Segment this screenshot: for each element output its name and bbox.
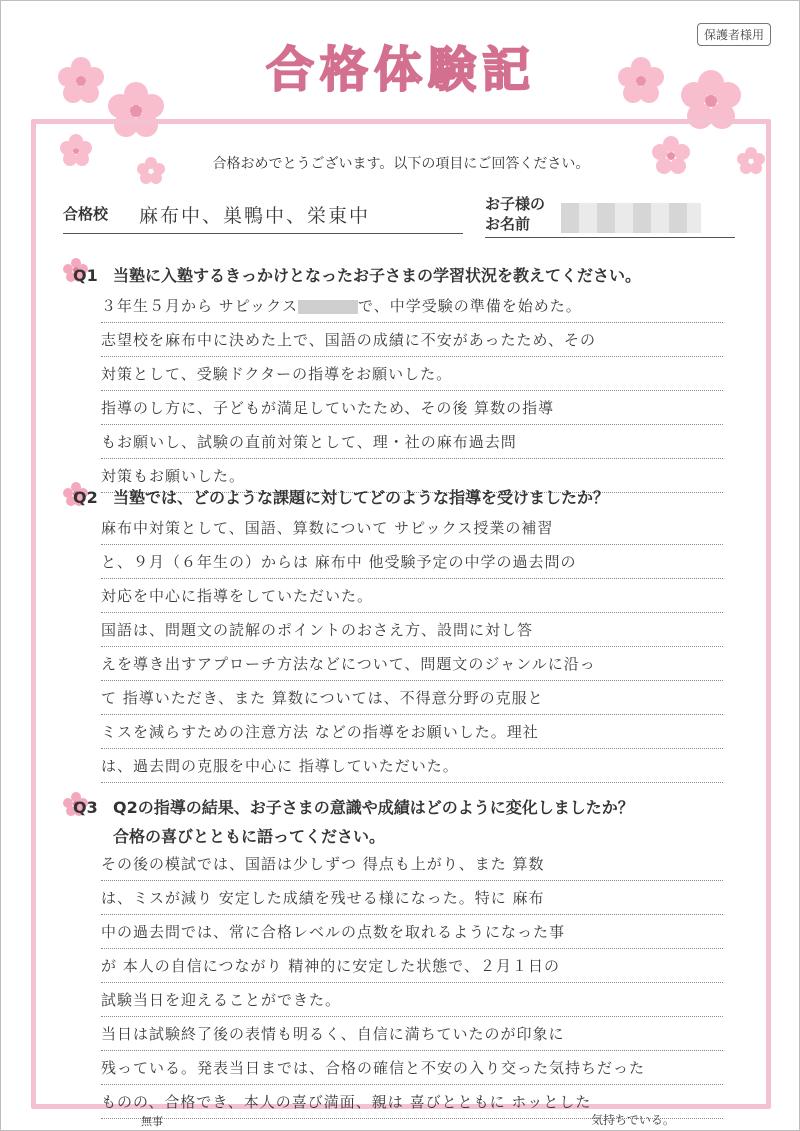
school-value: 麻布中、巣鴨中、栄東中 bbox=[139, 205, 371, 227]
q3-line-4: が 本人の自信につながり 精神的に安定した状態で、２月１日の bbox=[101, 949, 723, 983]
child-name-redacted bbox=[561, 203, 701, 233]
q1-number: Q1 bbox=[73, 266, 98, 285]
q3-heading bbox=[73, 795, 634, 847]
child-name-underline bbox=[485, 237, 735, 238]
q1-line-4: 指導のし方に、子どもが満足していたため、その後 算数の指導 bbox=[101, 391, 723, 425]
q2-line-4: 国語は、問題文の読解のポイントのおさえ方、設問に対し答 bbox=[101, 613, 723, 647]
child-name-label-line2: お名前 bbox=[485, 215, 531, 233]
q2-line-1: 麻布中対策として、国語、算数について サピックス授業の補習 bbox=[101, 511, 723, 545]
q3-line-6: 当日は試験終了後の表情も明るく、自信に満ちていたのが印象に bbox=[101, 1017, 723, 1051]
q2-line-8: は、過去問の克服を中心に 指導していただいた。 bbox=[101, 749, 723, 783]
q3-text: Q2の指導の結果、お子さまの意識や成績はどのように変化しましたか？ bbox=[113, 798, 634, 817]
q3-text-line2: 合格の喜びとともに語ってください。 bbox=[113, 827, 386, 846]
q1-line-6: 対策もお願いした。 bbox=[101, 459, 723, 493]
q3-line-3: 中の過去問では、常に合格レベルの点数を取れるようになった事 bbox=[101, 915, 723, 949]
q3-line-7: 残っている。発表当日までは、合格の確信と不安の入り交った気持ちだった bbox=[101, 1051, 723, 1085]
q2-text: 当塾では、どのような課題に対してどのような指導を受けましたか？ bbox=[113, 488, 610, 507]
intro-text: 合格おめでとうございます。以下の項目にご回答ください。 bbox=[212, 156, 590, 172]
q1-line-2: 志望校を麻布中に決めた上で、国語の成績に不安があったため、その bbox=[101, 323, 723, 357]
parent-use-badge: 保護者様用 bbox=[697, 23, 771, 46]
page-title: 合格体験記 bbox=[265, 42, 536, 98]
q2-line-5: えを導き出すアプローチ方法などについて、問題文のジャンルに沿っ bbox=[101, 647, 723, 681]
q3-answer bbox=[101, 847, 723, 1119]
q1-line-1-post: で、中学受験の準備を始めた。 bbox=[358, 297, 582, 315]
q3-line-2: は、ミスが減り 安定した成績を残せる様になった。特に 麻布 bbox=[101, 881, 723, 915]
redacted-block bbox=[298, 300, 358, 314]
q1-line-3: 対策として、受験ドクターの指導をお願いした。 bbox=[101, 357, 723, 391]
q3-line-1: その後の模試では、国語は少しずつ 得点も上がり、また 算数 bbox=[101, 847, 723, 881]
q2-line-7: ミスを減らすための注意方法 などの指導をお願いした。理社 bbox=[101, 715, 723, 749]
q2-heading bbox=[73, 485, 609, 508]
q1-heading bbox=[73, 263, 641, 286]
q2-answer bbox=[101, 511, 723, 783]
child-name-label-line1: お子様の bbox=[485, 195, 546, 213]
q1-answer bbox=[101, 289, 723, 493]
q3-number: Q3 bbox=[73, 798, 98, 817]
q2-number: Q2 bbox=[73, 488, 98, 507]
q2-line-3: 対応を中心に指導をしていただいた。 bbox=[101, 579, 723, 613]
school-underline bbox=[63, 233, 463, 234]
q2-line-6: て 指導いただき、また 算数については、不得意分野の克服と bbox=[101, 681, 723, 715]
q3-insert-note: 無事 bbox=[141, 1115, 163, 1128]
q1-line-1 bbox=[101, 289, 723, 323]
q2-line-2: と、９月（６年生の）からは 麻布中 他受験予定の中学の過去問の bbox=[101, 545, 723, 579]
q1-line-5: もお願いし、試験の直前対策として、理・社の麻布過去問 bbox=[101, 425, 723, 459]
q3-closing: 気持ちでいる。 bbox=[591, 1113, 675, 1127]
q3-line-8: ものの、合格でき、本人の喜び満面、親は 喜びとともに ホッとした bbox=[101, 1085, 723, 1119]
school-label: 合格校 bbox=[63, 205, 109, 223]
q3-line-5: 試験当日を迎えることができた。 bbox=[101, 983, 723, 1017]
q1-text: 当塾に入塾するきっかけとなったお子さまの学習状況を教えてください。 bbox=[113, 266, 642, 285]
q1-line-1-pre: ３年生５月から サピックス bbox=[101, 297, 299, 315]
